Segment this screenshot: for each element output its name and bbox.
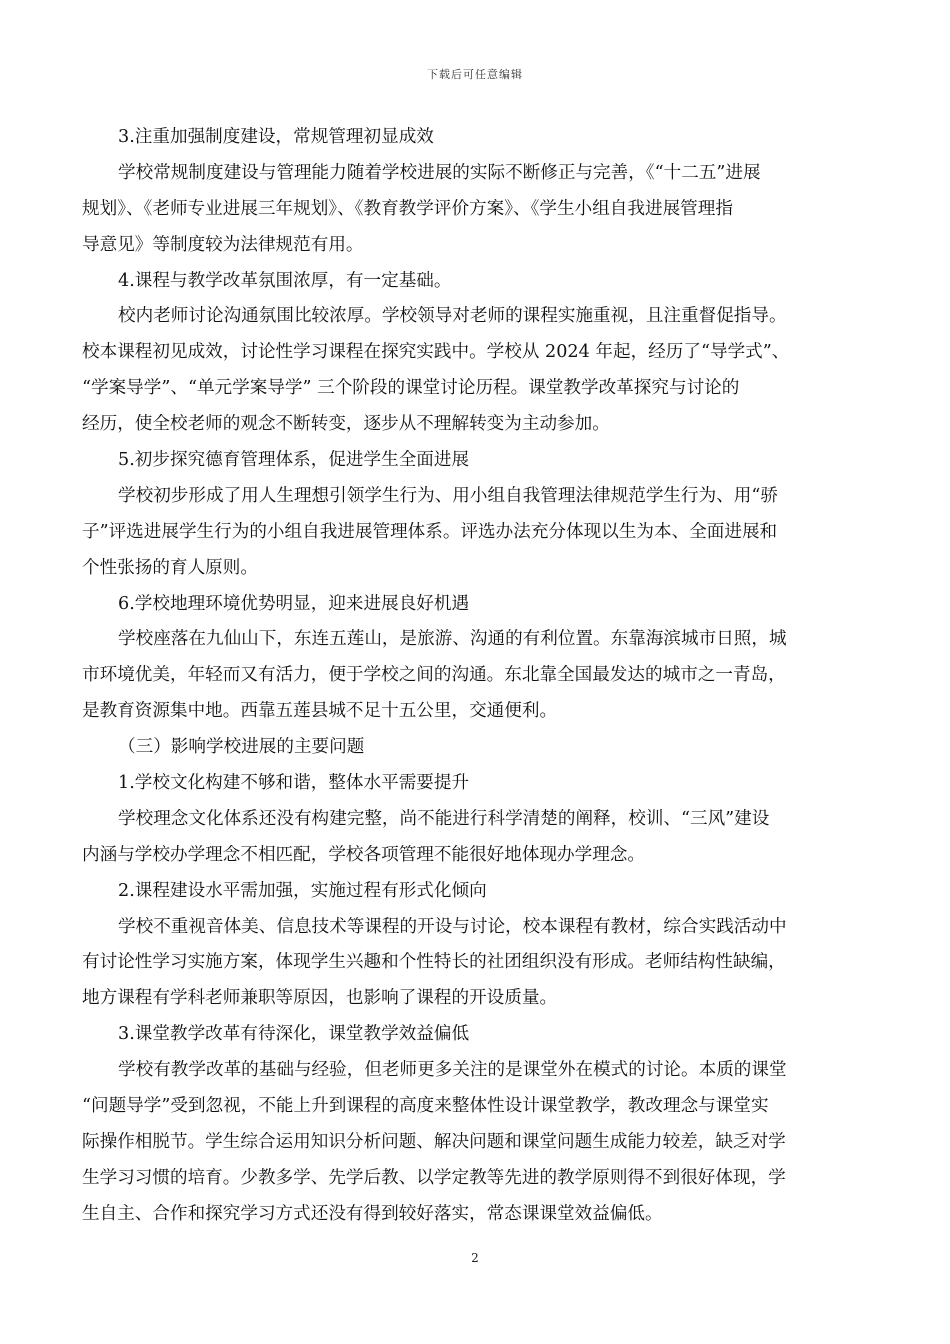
paragraph-line: 有讨论性学习实施方案，体现学生兴趣和个性特长的社团组织没有形成。老师结构性缺编， <box>82 952 786 973</box>
paragraph-line: 校本课程初见成效，讨论性学习课程在探究实践中。学校从 2024 年起，经历了“导学式”、 <box>82 342 790 363</box>
paragraph-line: 际操作相脱节。学生综合运用知识分析问题、解决问题和课堂问题生成能力较差，缺乏对学 <box>82 1131 786 1152</box>
paragraph-line: 学校座落在九仙山下，东连五莲山，是旅游、沟通的有利位置。东靠海滨城市日照，城 <box>118 629 787 650</box>
paragraph-line: 学校初步形成了用人生理想引领学生行为、用小组自我管理法律规范学生行为、用“骄 <box>118 485 778 506</box>
paragraph-line: 校内老师讨论沟通氛围比较浓厚。学校领导对老师的课程实施重视，且注重督促指导。 <box>118 306 787 327</box>
paragraph-line: 导意见》等制度较为法律规范有用。 <box>82 234 364 255</box>
paragraph-line: 生自主、合作和探究学习方式还没有得到较好落实，常态课课堂效益偏低。 <box>82 1203 663 1224</box>
page-number: 2 <box>471 1251 479 1265</box>
section-heading: 4.课程与教学改革氛围浓厚，有一定基础。 <box>118 270 452 291</box>
paragraph-line: “问题导学”受到忽视，不能上升到课程的高度来整体性设计课堂教学，教改理念与课堂实 <box>82 1096 769 1117</box>
paragraph-line: 学校有教学改革的基础与经验，但老师更多关注的是课堂外在模式的讨论。本质的课堂 <box>118 1060 787 1081</box>
paragraph-line: 经历，使全校老师的观念不断转变，逐步从不理解转变为主动参加。 <box>82 414 610 435</box>
paragraph-line: 是教育资源集中地。西靠五莲县城不足十五公里，交通便利。 <box>82 701 558 722</box>
paragraph-line: 学校常规制度建设与管理能力随着学校进展的实际不断修正与完善，《“十二五”进展 <box>118 162 761 183</box>
section-heading: 3.课堂教学改革有待深化，课堂教学效益偏低 <box>118 1024 470 1045</box>
paragraph-line: 地方课程有学科老师兼职等原因，也影响了课程的开设质量。 <box>82 988 558 1009</box>
section-heading: 5.初步探究德育管理体系，促进学生全面进展 <box>118 450 470 471</box>
section-heading: 2.课程建设水平需加强，实施过程有形式化倾向 <box>118 880 487 901</box>
section-heading: 1.学校文化构建不够和谐，整体水平需要提升 <box>118 773 470 794</box>
section-heading: 6.学校地理环境优势明显，迎来进展良好机遇 <box>118 593 470 614</box>
section-heading: 3.注重加强制度建设，常规管理初显成效 <box>118 127 434 147</box>
paragraph-line: 内涵与学校办学理念不相匹配，学校各项管理不能很好地体现办学理念。 <box>82 844 646 865</box>
paragraph-line: 学校理念文化体系还没有构建完整，尚不能进行科学清楚的阐释，校训、“三风”建设 <box>118 808 770 829</box>
paragraph-line: 生学习习惯的培育。少教多学、先学后教、以学定教等先进的教学原则得不到很好体现，学 <box>82 1167 786 1188</box>
paragraph-line: 市环境优美，年轻而又有活力，便于学校之间的沟通。东北靠全国最发达的城市之一青岛， <box>82 665 786 686</box>
page-header: 下载后可任意编辑 <box>427 68 523 81</box>
paragraph-line: 个性张扬的育人原则。 <box>82 557 258 578</box>
paragraph-line: “学案导学”、“单元学案导学” 三个阶段的课堂讨论历程。课堂教学改革探究与讨论的 <box>82 378 740 399</box>
paragraph-line: 规划》、《老师专业进展三年规划》、《教育教学评价方案》、《学生小组自我进展管理指 <box>82 198 733 219</box>
section-heading: （三）影响学校进展的主要问题 <box>118 737 365 758</box>
paragraph-line: 学校不重视音体美、信息技术等课程的开设与讨论，校本课程有教材，综合实践活动中 <box>118 916 787 937</box>
paragraph-line: 子”评选进展学生行为的小组自我进展管理体系。评选办法充分体现以生为本、全面进展和 <box>82 521 778 542</box>
document-body <box>82 120 872 1233</box>
